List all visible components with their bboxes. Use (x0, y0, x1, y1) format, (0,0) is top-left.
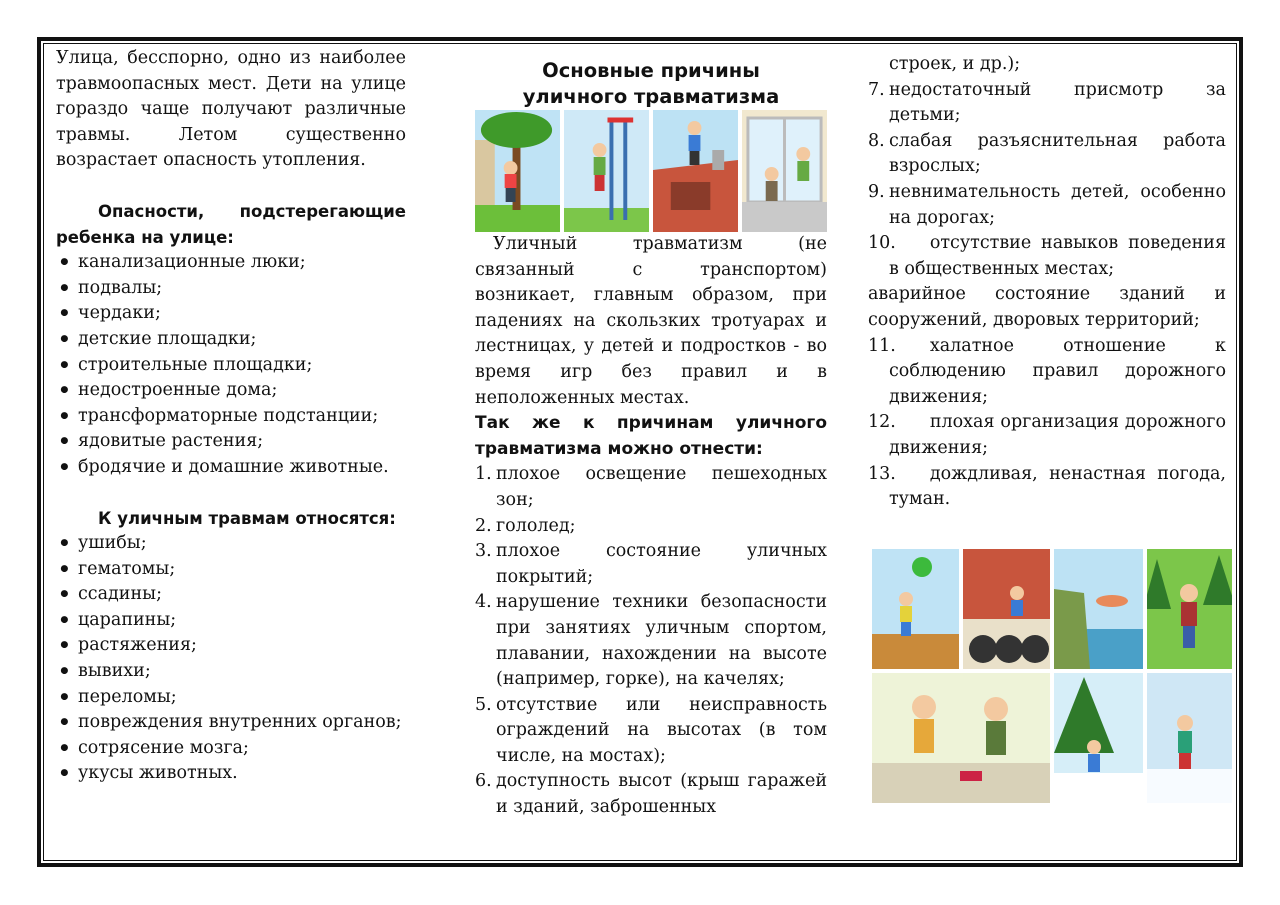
causes-heading: Так же к причинам уличного травматизма можно отнести: (475, 413, 827, 459)
list-item: • подвалы; (56, 276, 406, 302)
title-line-2: уличного травматизма (522, 85, 780, 108)
cause-item (868, 231, 1226, 282)
cause-item (868, 78, 1226, 129)
cause-item (475, 462, 827, 513)
cause-number: 5. (475, 694, 492, 715)
cause-number: 3. (475, 541, 492, 562)
cause-text: доступность высот (крыш гаражей и зданий, заброшенных (496, 771, 827, 818)
injuries-heading: К уличным травмам относятся: (98, 508, 396, 528)
list-item: • гематомы; (56, 557, 406, 583)
cause-6-continuation: строек, и др.); (889, 54, 1021, 74)
cause-number: 13. (868, 463, 896, 484)
list-item: • ушибы; (56, 531, 406, 557)
cause-text: отсутствие или неисправность ограждений на высотах (в том числе, на мостах); (496, 694, 827, 766)
cause-text: гололед; (496, 515, 576, 536)
kids-in-winter-forest-illustration (1054, 673, 1143, 803)
boy-diving-illustration (1054, 549, 1143, 669)
kids-at-window-illustration (742, 110, 827, 232)
cause-number: 7. (868, 79, 885, 100)
cause-number: 10. (868, 233, 896, 254)
list-item: • канализационные люки; (56, 250, 406, 276)
cause-number: 6. (475, 771, 492, 792)
list-item: • ядовитые растения; (56, 429, 406, 455)
list-item: • трансформаторные подстанции; (56, 404, 406, 430)
cause-text: слабая разъяснительная работа взрослых; (889, 130, 1226, 177)
list-item: • недостроенные дома; (56, 378, 406, 404)
cause-item (475, 693, 827, 770)
cause-text: отсутствие навыков поведения в общественных местах; (889, 233, 1226, 279)
cause-number: 11. (868, 335, 896, 356)
right-column (868, 52, 1226, 513)
boy-with-ball-illustration (872, 549, 959, 669)
list-item: • укусы животных. (56, 761, 406, 787)
title-line-1: Основные причины (542, 59, 760, 82)
boy-on-pipes-illustration (963, 549, 1050, 669)
cause-text: плохое состояние уличных покрытий; (496, 541, 827, 587)
cause-item (475, 539, 827, 590)
cause-number: 8. (868, 130, 885, 151)
list-item: • переломы; (56, 685, 406, 711)
cause-item (868, 410, 1226, 461)
illustration-grid (872, 549, 1232, 803)
middle-column (475, 52, 827, 821)
cause-item (475, 590, 827, 692)
boy-falling-tree-illustration (475, 110, 560, 232)
list-item: • царапины; (56, 608, 406, 634)
unnumbered-cause: аварийное состояние зданий и сооружений, дворовых территорий; (868, 284, 1226, 330)
cause-text: недостаточный присмотр за детьми; (889, 79, 1226, 126)
causes-list-final (868, 334, 1226, 513)
kid-on-ice-illustration (1147, 673, 1232, 803)
boy-in-forest-illustration (1147, 549, 1232, 669)
intro-paragraph: Улица, бесспорно, одно из наиболее травмоопасных мест. Дети на улице гораздо чаще получают различные травмы. Летом существенно возрастает опасность утопления. (56, 48, 406, 171)
cause-text: дождливая, ненастная погода, туман. (889, 463, 1226, 510)
cause-number: 4. (475, 592, 492, 613)
list-item: • вывихи; (56, 659, 406, 685)
boy-on-swing-illustration (564, 110, 649, 232)
cause-item (868, 334, 1226, 411)
cause-text: халатное отношение к соблюдению правил дорожного движения; (889, 335, 1226, 407)
cause-number: 2. (475, 515, 492, 536)
cause-number: 9. (868, 181, 885, 202)
causes-list-continued (868, 78, 1226, 283)
list-item: • чердаки; (56, 301, 406, 327)
cause-text: плохая организация дорожного движения; (889, 412, 1226, 458)
cause-text: невнимательность детей, особенно на дорогах; (889, 181, 1226, 228)
cause-text: плохое освещение пешеходных зон; (496, 464, 827, 510)
kids-falling-illustration (872, 673, 1050, 803)
list-item: • сотрясение мозга; (56, 736, 406, 762)
list-item: • детские площадки; (56, 327, 406, 353)
main-title (475, 58, 827, 110)
injuries-list (56, 531, 406, 787)
cause-item (868, 129, 1226, 180)
list-item: • строительные площадки; (56, 353, 406, 379)
cause-item (475, 514, 827, 540)
dangers-list (56, 250, 406, 480)
illustration-strip (475, 110, 827, 232)
cause-item (868, 180, 1226, 231)
cause-number: 12. (868, 412, 896, 433)
list-item: • растяжения; (56, 633, 406, 659)
causes-list (475, 462, 827, 820)
boy-on-roof-illustration (653, 110, 738, 232)
cause-text: нарушение техники безопасности при занятиях уличным спортом, плавании, нахождении на высоте (например, горке), на качелях; (496, 592, 827, 690)
list-item: • повреждения внутренних органов; (56, 710, 406, 736)
street-injury-paragraph: Уличный травматизм (не связанный с транспортом) возникает, главным образом, при падениях на скользких тротуарах и лестницах, у детей и подростков - во время игр без правил и в неположенных местах. (475, 234, 827, 408)
cause-item (868, 462, 1226, 513)
list-item: • ссадины; (56, 582, 406, 608)
cause-item (475, 769, 827, 820)
left-column (56, 46, 406, 787)
cause-number: 1. (475, 464, 492, 485)
dangers-heading: Опасности, подстерегающие ребенка на улице: (56, 201, 406, 247)
list-item: • бродячие и домашние животные. (56, 455, 406, 481)
